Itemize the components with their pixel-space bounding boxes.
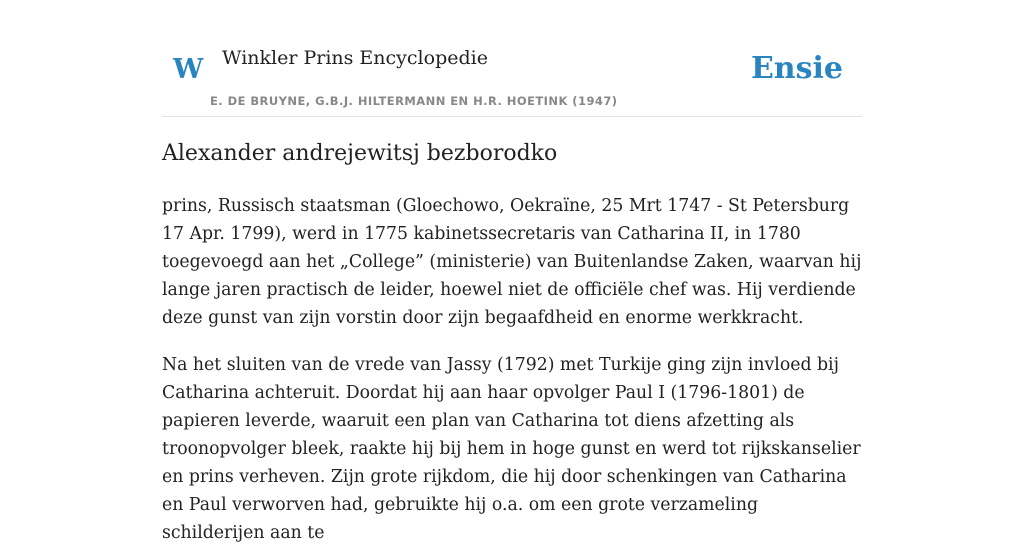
source-logo-icon: W (173, 54, 204, 85)
article-paragraph: prins, Russisch staatsman (Gloechowo, Oekraïne, 25 Mrt 1747 - St Petersburg 17 Apr. 1799), werd in 1775 kabinetssecretaris van Catharina II, in 1780 toegevoegd aan het „College” (ministerie) van Buitenlandse Zaken, waarvan hij lange jaren practisch de leider, hoewel niet de officiële chef was. Hij verdiende deze gunst van zijn vorstin door zijn begaafdheid en enorme werkkracht. (162, 196, 862, 328)
source-title[interactable]: Winkler Prins Encyclopedie (222, 47, 488, 69)
article (162, 138, 862, 547)
source-header (162, 0, 862, 117)
article-title: Alexander andrejewitsj bezborodko (162, 141, 558, 166)
brand-logo[interactable]: Ensie (750, 51, 843, 86)
source-authors: E. DE BRUYNE, G.B.J. HILTERMANN EN H.R. HOETINK (1947) (210, 94, 618, 108)
article-paragraph: Na het sluiten van de vrede van Jassy (1792) met Turkije ging zijn invloed bij Catharina achteruit. Doordat hij aan haar opvolger Paul I (1796-1801) de papieren leverde, waaruit een plan van Catharina tot diens afzetting als troonopvolger bleek, raakte hij bij hem in hoge gunst en werd tot rijkskanselier en prins verheven. Zijn grote rijkdom, die hij door schenkingen van Catharina en Paul verworven had, gebruikte hij o.a. om een grote verzameling schilderijen aan te (162, 355, 861, 543)
